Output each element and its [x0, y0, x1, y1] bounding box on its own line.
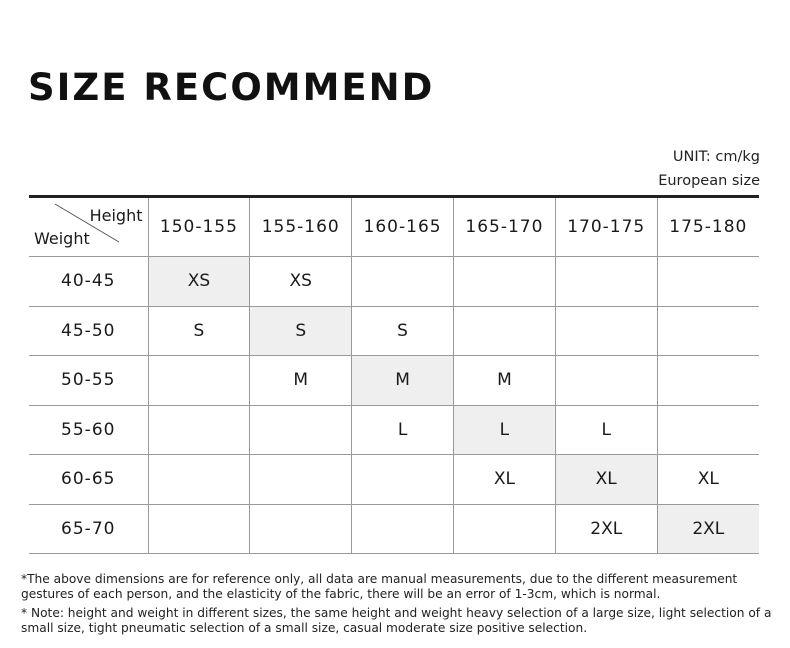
weight-range-cell: 55-60 [29, 405, 148, 455]
size-cell [250, 504, 352, 554]
size-cell: XS [250, 257, 352, 307]
size-cell [657, 257, 759, 307]
size-cell: 2XL [555, 504, 657, 554]
footnotes [21, 572, 781, 640]
size-cell [657, 356, 759, 406]
size-cell: XS [148, 257, 250, 307]
size-cell [352, 455, 454, 505]
size-cell: XL [453, 455, 555, 505]
table-row [29, 257, 759, 307]
table-row [29, 356, 759, 406]
size-cell [555, 257, 657, 307]
size-cell: M [453, 356, 555, 406]
height-range-header: 155-160 [250, 197, 352, 257]
weight-range-cell: 45-50 [29, 306, 148, 356]
weight-range-cell: 65-70 [29, 504, 148, 554]
size-cell [453, 504, 555, 554]
size-cell: XL [555, 455, 657, 505]
size-cell: S [250, 306, 352, 356]
size-cell [657, 405, 759, 455]
size-cell: L [453, 405, 555, 455]
page-title: SIZE RECOMMEND [28, 66, 435, 109]
height-axis-label: Height [89, 206, 143, 225]
size-cell: XL [657, 455, 759, 505]
size-cell [352, 504, 454, 554]
size-cell [250, 405, 352, 455]
table-row [29, 405, 759, 455]
size-standard: European size [658, 173, 760, 189]
weight-range-cell: 60-65 [29, 455, 148, 505]
unit-info [658, 145, 760, 193]
corner-cell [29, 197, 148, 257]
height-range-header: 150-155 [148, 197, 250, 257]
weight-range-cell: 40-45 [29, 257, 148, 307]
size-cell [250, 455, 352, 505]
selection-note: * Note: height and weight in different sizes, the same height and weight heavy selection of a large size, light selection of a small size, tight pneumatic selection of a small size, casual moderate size positive selection. [21, 606, 772, 635]
size-cell [453, 306, 555, 356]
size-cell: M [250, 356, 352, 406]
size-cell [352, 257, 454, 307]
size-cell [148, 504, 250, 554]
table-row [29, 504, 759, 554]
size-cell [453, 257, 555, 307]
header-row [29, 197, 759, 257]
size-cell [657, 306, 759, 356]
size-cell: S [148, 306, 250, 356]
size-cell [148, 405, 250, 455]
height-range-header: 160-165 [352, 197, 454, 257]
height-range-header: 175-180 [657, 197, 759, 257]
size-cell: 2XL [657, 504, 759, 554]
measurement-disclaimer: *The above dimensions are for reference only, all data are manual measurements, due to the different measurement gestures of each person, and the elasticity of the fabric, there will be an error of 1-3cm, which is normal. [21, 572, 738, 601]
size-cell: L [555, 405, 657, 455]
table-row [29, 306, 759, 356]
weight-range-cell: 50-55 [29, 356, 148, 406]
size-cell [555, 306, 657, 356]
size-cell: S [352, 306, 454, 356]
size-cell [148, 455, 250, 505]
height-range-header: 165-170 [453, 197, 555, 257]
unit-line: UNIT: cm/kg [672, 149, 760, 165]
height-range-header: 170-175 [555, 197, 657, 257]
size-cell: M [352, 356, 454, 406]
size-cell: L [352, 405, 454, 455]
size-cell [555, 356, 657, 406]
table-row [29, 455, 759, 505]
weight-axis-label: Weight [34, 229, 90, 248]
size-table [29, 195, 759, 554]
size-cell [148, 356, 250, 406]
